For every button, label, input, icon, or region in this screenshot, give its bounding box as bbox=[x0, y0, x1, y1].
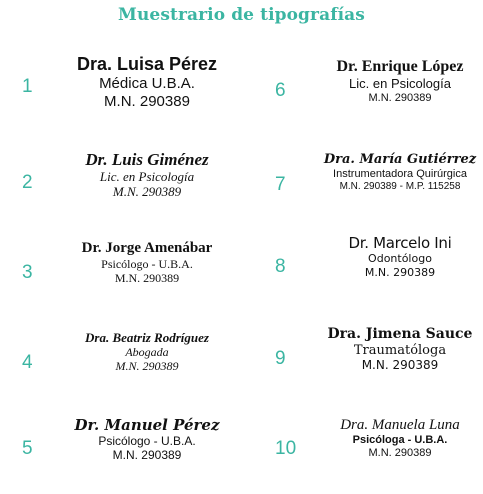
sample-name: Dra. Beatriz Rodríguez bbox=[85, 330, 209, 345]
font-sample-6 bbox=[275, 58, 483, 136]
sample-license: M.N. 290389 bbox=[368, 92, 432, 104]
font-sample-4 bbox=[22, 330, 252, 408]
sample-text-block bbox=[42, 150, 252, 199]
sample-license: M.N. 290389 bbox=[104, 93, 190, 110]
sample-text-block bbox=[295, 58, 483, 105]
sample-profession: Médica U.B.A. bbox=[99, 75, 195, 92]
sample-text-block bbox=[295, 234, 483, 280]
sample-name: Dr. Jorge Amenábar bbox=[81, 240, 213, 256]
sample-license: M.N. 290389 bbox=[112, 184, 182, 199]
sample-text-block bbox=[295, 416, 483, 460]
sample-name: Dra. Jimena Sauce bbox=[327, 326, 473, 342]
sample-number: 1 bbox=[22, 76, 33, 97]
sample-profession: Psicólogo - U.B.A. bbox=[98, 434, 196, 448]
sample-number: 5 bbox=[22, 438, 33, 459]
page-title: Muestrario de tipografías bbox=[118, 5, 365, 25]
sample-license: M.N. 290389 bbox=[368, 447, 432, 459]
sample-number: 10 bbox=[275, 438, 297, 459]
sample-profession: Traumatóloga bbox=[353, 343, 447, 358]
sample-name: Dra. Manuela Luna bbox=[340, 417, 460, 433]
font-sample-2 bbox=[22, 150, 252, 228]
sample-profession: Abogada bbox=[125, 345, 169, 359]
sample-number: 7 bbox=[275, 174, 286, 195]
sample-text-block bbox=[42, 240, 252, 285]
font-sample-7 bbox=[275, 152, 483, 230]
font-sample-9 bbox=[275, 326, 483, 404]
sample-text-block bbox=[295, 152, 483, 193]
sample-profession: Odontólogo bbox=[368, 252, 432, 265]
sample-text-block bbox=[42, 54, 252, 111]
sample-license: M.N. 290389 bbox=[115, 359, 179, 373]
sample-name: Dr. Marcelo Ini bbox=[348, 234, 452, 252]
sample-text-block bbox=[295, 326, 483, 372]
sample-profession: Instrumentadora Quirúrgica bbox=[333, 168, 467, 180]
sample-text-block bbox=[42, 416, 252, 462]
sample-license: M.N. 290389 bbox=[114, 271, 180, 285]
sample-number: 4 bbox=[22, 352, 33, 373]
sample-profession: Psicólogo - U.B.A. bbox=[101, 257, 193, 271]
font-sample-5 bbox=[22, 416, 252, 494]
sample-number: 3 bbox=[22, 262, 33, 283]
sample-number: 6 bbox=[275, 80, 286, 101]
sample-name: Dr. Enrique López bbox=[336, 58, 464, 75]
sample-number: 9 bbox=[275, 348, 286, 369]
font-sample-3 bbox=[22, 240, 252, 318]
sample-license: M.N. 290389 bbox=[361, 358, 439, 372]
sample-license: M.N. 290389 bbox=[364, 266, 436, 279]
sample-name: Dra. Luisa Pérez bbox=[76, 54, 218, 74]
font-sample-10 bbox=[275, 416, 483, 494]
sample-profession: Lic. en Psicología bbox=[349, 76, 451, 91]
sample-number: 8 bbox=[275, 256, 286, 277]
sample-name: Dra. María Gutiérrez bbox=[323, 152, 477, 167]
sample-profession: Lic. en Psicología bbox=[99, 169, 195, 184]
sample-number: 2 bbox=[22, 172, 33, 193]
sample-license: M.N. 290389 bbox=[112, 448, 182, 462]
font-sample-1 bbox=[22, 54, 252, 132]
sample-license: M.N. 290389 - M.P. 115258 bbox=[339, 181, 461, 192]
sample-name: Dr. Luis Giménez bbox=[85, 150, 209, 169]
sample-name: Dr. Manuel Pérez bbox=[74, 416, 220, 434]
sample-text-block bbox=[42, 330, 252, 373]
font-sample-8 bbox=[275, 234, 483, 312]
sample-profession: Psicóloga - U.B.A. bbox=[352, 434, 448, 446]
